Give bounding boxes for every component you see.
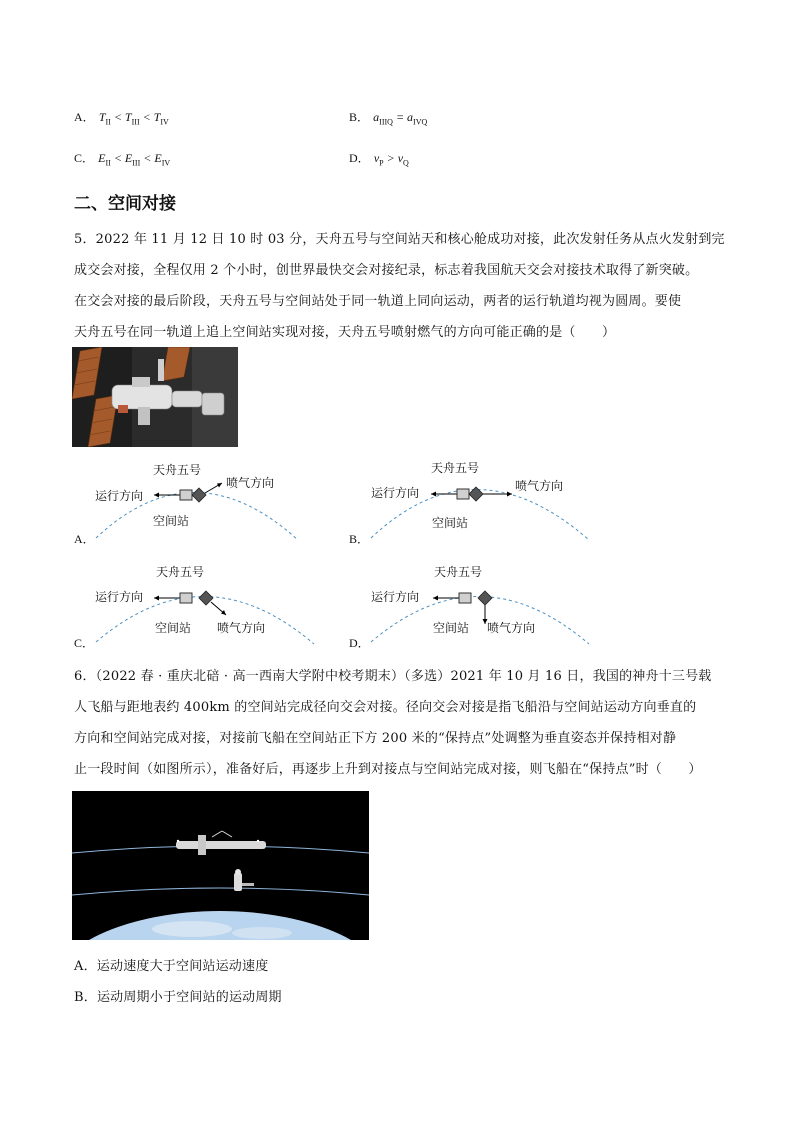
q4-option-d (349, 149, 409, 167)
label-station: 空间站 (433, 621, 470, 635)
diagram-c (74, 560, 334, 650)
q4-option-c (74, 149, 170, 167)
q6-line: 方向和空间站完成对接，对接前飞船在空间站正下方 200 米的“保持点”处调整为垂直姿态并保持相对静 (74, 731, 677, 746)
label-jet-direction: 喷气方向 (515, 479, 564, 493)
diagram-a (74, 456, 334, 546)
q6-option-a: A．运动速度大于空间站运动速度 (74, 959, 269, 974)
q6-line: 人飞船与距地表约 400km 的空间站完成径向交会对接。径向交会对接是指飞船沿与空间站运动方向垂直的 (74, 700, 697, 715)
option-letter: B． (349, 110, 370, 124)
diagram-a-letter: A． (74, 532, 95, 546)
label-motion-direction: 运行方向 (371, 486, 420, 500)
q4-option-b (349, 108, 427, 126)
label-motion-direction: 运行方向 (95, 489, 144, 503)
q6-text (74, 661, 764, 785)
option-c-expression: $E_{II} < E_{III} < E_{IV}$ (98, 151, 171, 168)
option-letter: A． (74, 110, 95, 124)
label-station: 空间站 (432, 516, 469, 530)
q6-options (74, 951, 282, 1013)
label-motion-direction: 运行方向 (371, 590, 420, 604)
radial-docking-photo (72, 791, 369, 940)
option-d-expression: $v_P > v_Q$ (373, 151, 409, 168)
diagram-c-letter: C． (74, 636, 95, 650)
diagram-d-letter: D． (349, 636, 370, 650)
q4-option-a (74, 108, 169, 126)
q5-line: 5．2022 年 11 月 12 日 10 时 03 分，天舟五号与空间站天和核心舱成功对接，此次发射任务从点火发射到完 (74, 232, 725, 247)
diagram-d (349, 560, 609, 650)
label-jet-direction: 喷气方向 (217, 621, 266, 635)
label-tianzhou: 天舟五号 (434, 565, 483, 579)
section-title: 二、空间对接 (74, 194, 176, 214)
q6-line: 6．（2022 春 · 重庆北碚 · 高一西南大学附中校考期末）（多选）2021 年 10 月 16 日，我国的神舟十三号载 (74, 669, 712, 684)
diagram-b (349, 456, 609, 546)
q6-option-b: B．运动周期小于空间站的运动周期 (74, 990, 282, 1005)
space-station-photo (72, 347, 238, 447)
q6-line: 止一段时间（如图所示），准备好后，再逐步上升到对接点与空间站完成对接，则飞船在“保持点”时（ ） (74, 762, 702, 777)
diagram-b-letter: B． (349, 532, 370, 546)
option-b-expression: $a_{IIIQ} = a_{IVQ}$ (373, 110, 428, 127)
q5-line: 天舟五号在同一轨道上追上空间站实现对接，天舟五号喷射燃气的方向可能正确的是（ ） (74, 325, 616, 340)
q5-line: 成交会对接，全程仅用 2 个小时，创世界最快交会对接纪录，标志着我国航天交会对接技术取得了新突破。 (74, 263, 699, 278)
q5-text (74, 224, 754, 348)
label-tianzhou: 天舟五号 (431, 461, 480, 475)
label-tianzhou: 天舟五号 (153, 463, 202, 477)
option-a-expression: $T_{II} < T_{III} < T_{IV}$ (98, 110, 169, 127)
option-letter: C． (74, 151, 95, 165)
label-station: 空间站 (153, 514, 190, 528)
label-motion-direction: 运行方向 (95, 590, 144, 604)
q5-line: 在交会对接的最后阶段，天舟五号与空间站处于同一轨道上同向运动，两者的运行轨道均视为圆周。要使 (74, 294, 682, 309)
label-station: 空间站 (155, 621, 192, 635)
option-letter: D． (349, 151, 370, 165)
label-jet-direction: 喷气方向 (226, 476, 275, 490)
label-jet-direction: 喷气方向 (487, 621, 536, 635)
label-tianzhou: 天舟五号 (156, 565, 205, 579)
